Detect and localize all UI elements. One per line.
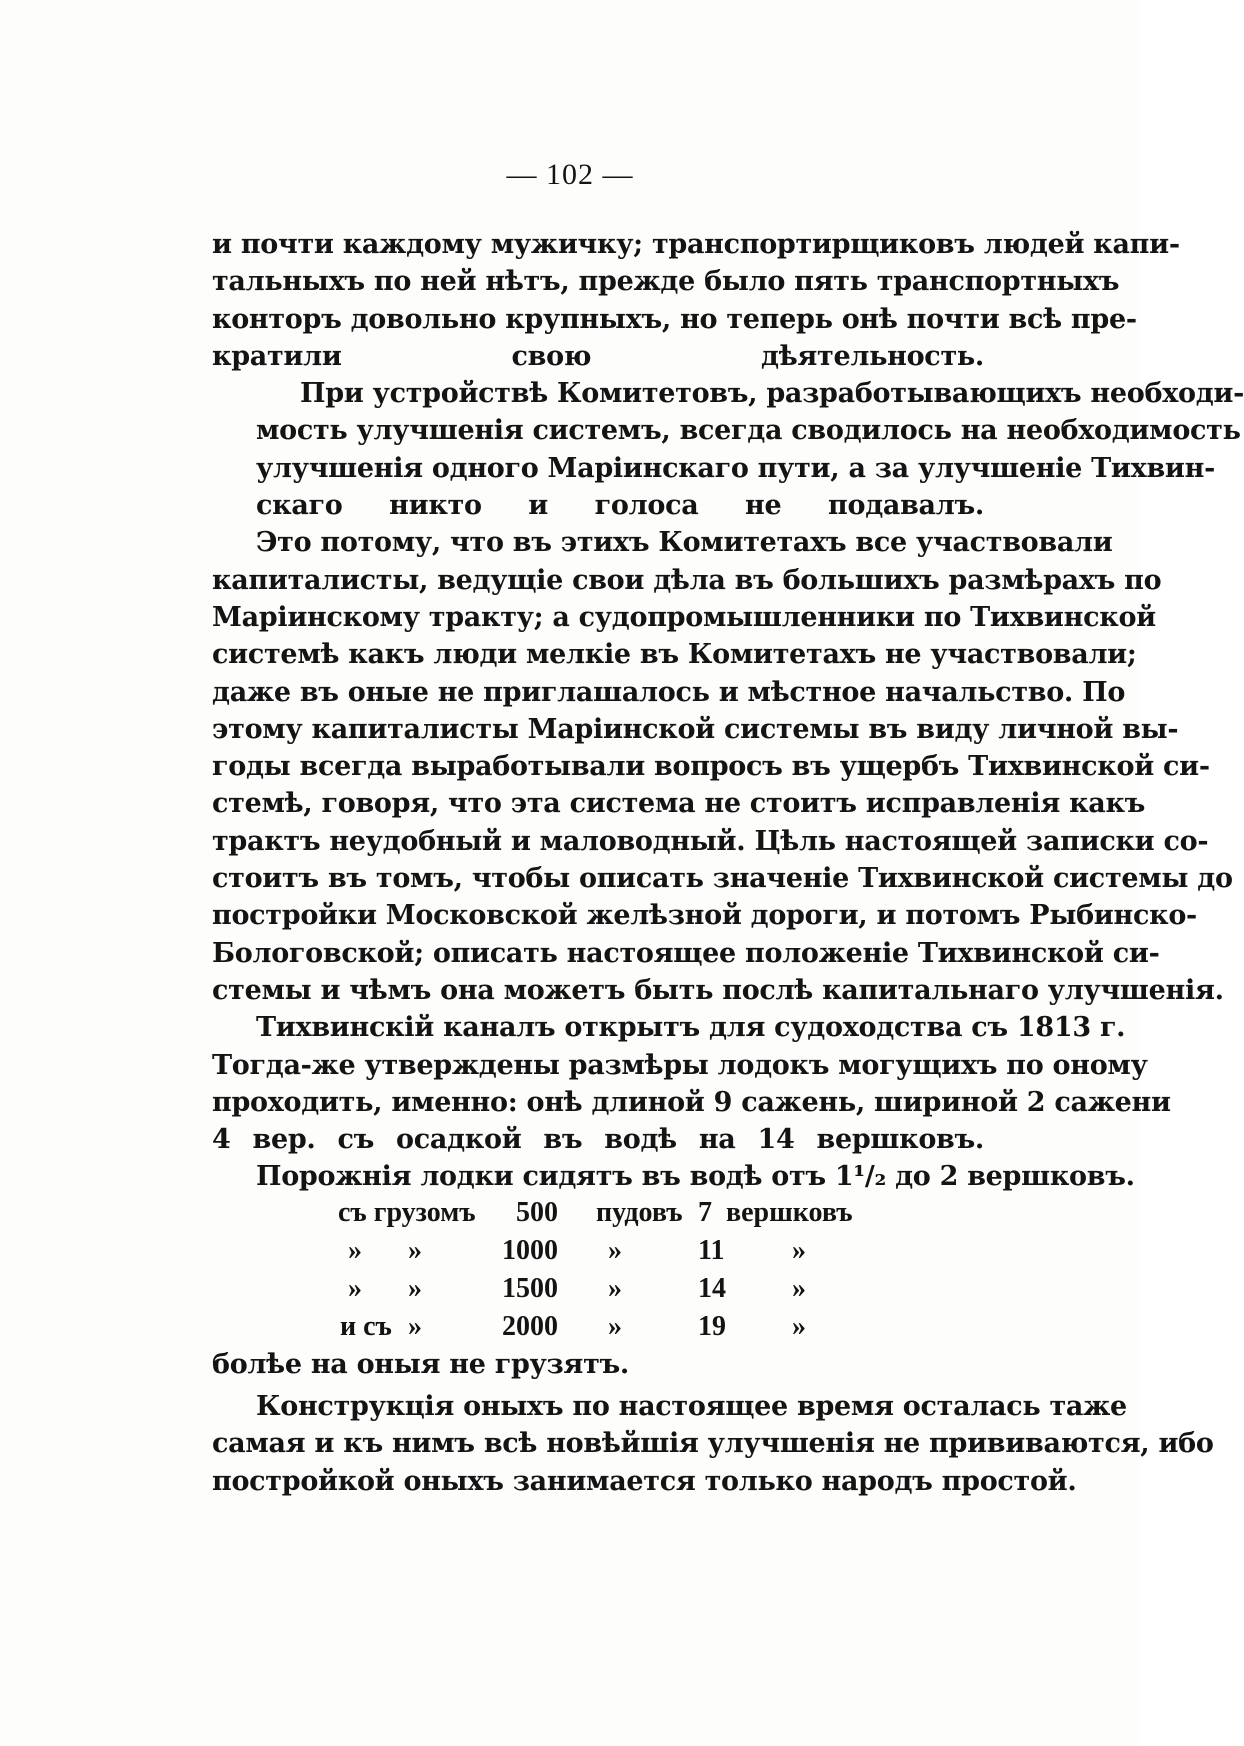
text-line: системѣ какъ люди мелкіе въ Комитетахъ не участвовали; [212,639,1137,671]
paragraph-6 [212,1388,1214,1500]
table-cell: » [408,1273,422,1304]
text-line: Тихвинскій каналъ открытъ для судоходства съ 1813 г. [256,1012,1126,1044]
paragraph-4 [212,1009,1171,1158]
table-cell: 7 [698,1197,712,1228]
text-line: тальныхъ по ней нѣтъ, прежде было пять транспортныхъ [212,266,1120,298]
text-line: При устройствѣ Комитетовъ, разработывающихъ необходи- [300,378,1244,410]
text-line: даже въ оные не приглашалось и мѣстное начальство. По [212,676,1126,708]
table-cell: 1000 [502,1235,558,1266]
text-line: улучшенія одного Маріинскаго пути, а за улучшеніе Тихвин- [256,452,1216,484]
text-line: капиталисты, ведущіе свои дѣла въ большихъ размѣрахъ по [212,564,1162,596]
table-cell: вершковъ [726,1197,853,1228]
after-table-line [212,1346,984,1383]
table-cell: » [792,1311,806,1342]
load-table [212,1194,984,1346]
text-line: мость улучшенія системъ, всегда сводилось на необходимость [256,415,1241,447]
text-line: стемѣ, говоря, что эта система не стоитъ исправленія какъ [212,788,1146,820]
text-line: Это потому, что въ этихъ Комитетахъ все участвовали [256,527,1113,559]
text-line: Конструкція оныхъ по настоящее время осталась таже [256,1391,1127,1422]
table-cell: 2000 [502,1311,558,1342]
paragraph-1 [212,226,1180,375]
table-cell: » [348,1273,362,1304]
text-line: трактъ неудобный и маловодный. Цѣль настоящей записки со- [212,825,1209,857]
text-line: постройкой оныхъ занимается только народъ простой. [212,1465,1077,1497]
text-line: годы всегда выработывали вопросъ въ ущербъ Тихвинской си- [212,751,1210,783]
table-cell: и съ [340,1311,392,1342]
text-line: кратили свою дѣятельность. [212,340,984,372]
text-line: постройки Московской желѣзной дороги, и потомъ Рыбинско- [212,900,1197,932]
table-row [212,1194,984,1232]
text-line: конторъ довольно крупныхъ, но теперь онѣ почти всѣ пре- [212,303,1137,335]
paragraph-5 [212,1158,1135,1195]
table-cell: 1500 [502,1273,558,1304]
paragraph-3 [212,524,1233,1009]
text-line: и почти каждому мужичку; транспортирщиковъ людей капи- [212,229,1180,260]
page-number: — 102 — [506,158,634,191]
table-cell: » [792,1273,806,1304]
table-cell: » [608,1235,622,1266]
text-line: этому капиталисты Маріинской системы въ виду личной вы- [212,713,1179,745]
text-line: скаго никто и голоса не подавалъ. [256,490,984,522]
table-cell: 14 [698,1273,726,1304]
after-table-text [212,1346,984,1383]
table-row [212,1232,984,1270]
table-row [212,1308,984,1346]
table-cell: 19 [698,1311,726,1342]
text-line: стоитъ въ томъ, чтобы описать значеніе Тихвинской системы до [212,863,1233,895]
table-cell: пудовъ [596,1197,683,1228]
text-line: Бологовской; описать настоящее положеніе Тихвинской си- [212,937,1160,969]
text-line: Тогда-же утверждены размѣры лодокъ могущихъ по оному [212,1049,1148,1081]
table-cell: » [608,1273,622,1304]
closing-paragraph [212,1388,1214,1500]
text-line: Маріинскому тракту; а судопромышленники по Тихвинской [212,601,1156,633]
table-cell: » [348,1235,362,1266]
table-row [212,1270,984,1308]
table-cell: 11 [698,1235,725,1266]
table-cell: съ грузомъ [338,1197,476,1228]
table-cell: » [408,1311,422,1342]
text-line: проходить, именно: онѣ длиной 9 сажень, шириной 2 сажени [212,1086,1171,1118]
table-cell: » [792,1235,806,1266]
text-line: болѣе на оныя не грузятъ. [212,1349,630,1380]
text-line: 4 вер. съ осадкой въ водѣ на 14 вершковъ. [212,1124,984,1156]
text-line: стемы и чѣмъ она можетъ быть послѣ капитальнаго улучшенія. [212,974,1224,1006]
body-text [212,226,1244,1196]
table-cell: » [608,1311,622,1342]
paragraph-2 [212,375,1244,524]
table-cell: » [408,1235,422,1266]
table-cell: 500 [516,1197,558,1228]
text-line: самая и къ нимъ всѣ новѣйшія улучшенія не прививаются, ибо [212,1428,1214,1460]
text-line: Порожнія лодки сидятъ въ водѣ отъ 1¹/₂ до 2 вершковъ. [256,1161,1135,1193]
